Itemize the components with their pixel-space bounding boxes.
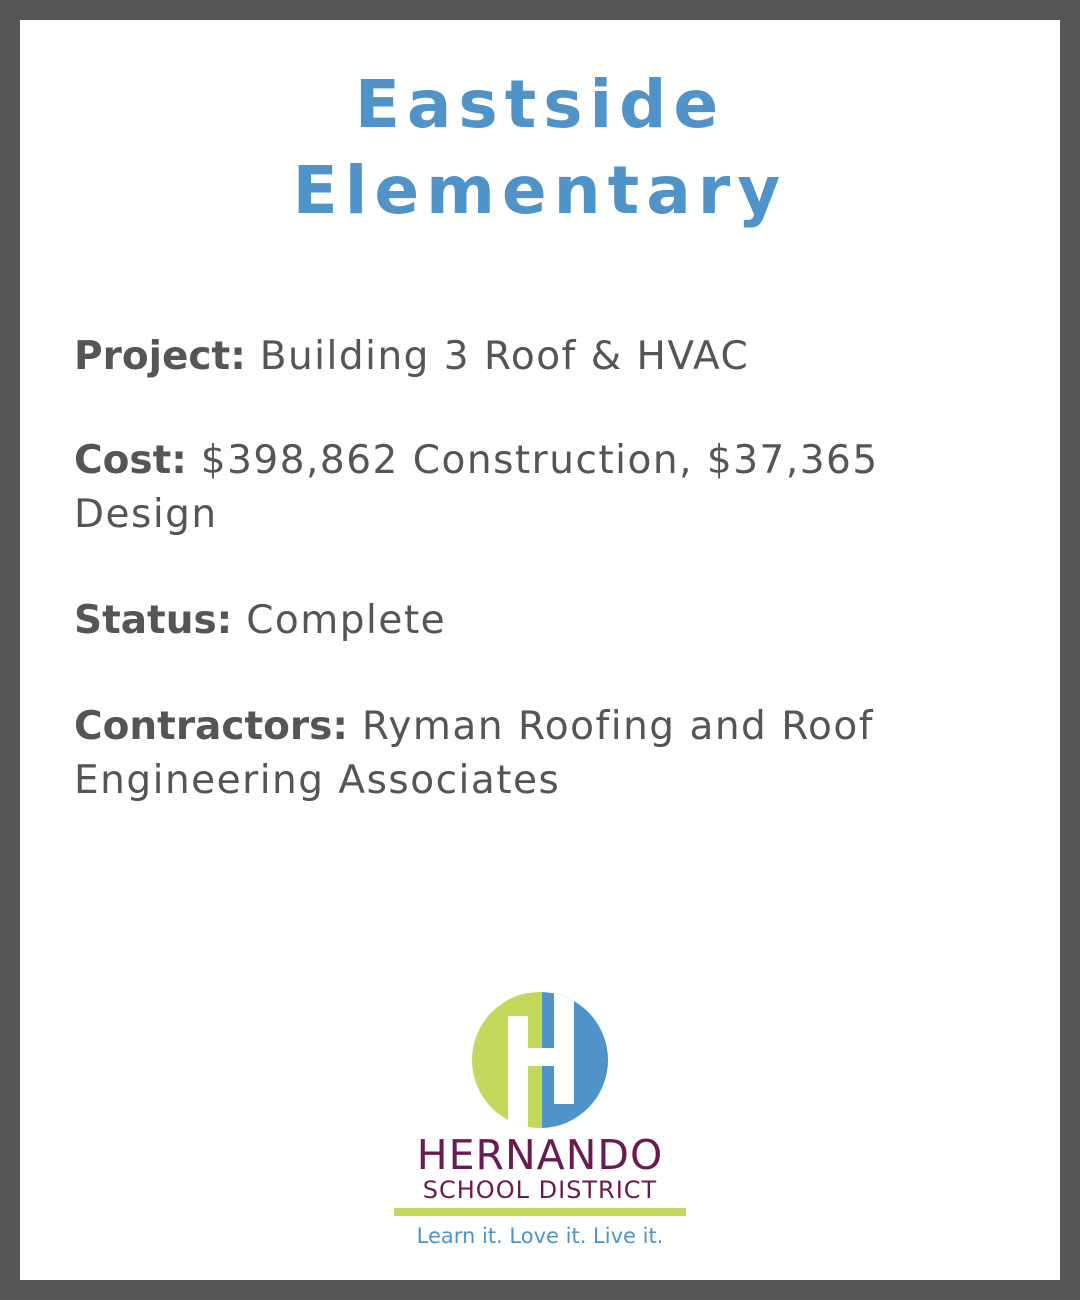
contractors-value: Ryman Roofing and Roof Engineering Associates <box>74 704 875 803</box>
cost-label: Cost: <box>74 438 187 483</box>
project-label: Project: <box>74 334 246 379</box>
contractors-label: Contractors: <box>74 704 348 749</box>
district-name: HERNANDO <box>416 1131 664 1179</box>
logo-divider <box>394 1208 686 1216</box>
district-logo <box>392 990 688 1255</box>
info-card <box>20 20 1060 1280</box>
school-title-line-1: Eastside <box>354 66 726 143</box>
school-title <box>20 62 1060 234</box>
school-title-line-2: Elementary <box>292 152 788 229</box>
project-value: Building 3 Roof & HVAC <box>259 334 750 379</box>
cost-value: $398,862 Construction, $37,365 Design <box>74 438 879 537</box>
cost-row <box>74 434 974 542</box>
contractors-row <box>74 700 934 808</box>
h-circle-logo-icon <box>472 992 608 1128</box>
status-row <box>74 594 1024 648</box>
status-value: Complete <box>246 598 447 643</box>
status-label: Status: <box>74 598 233 643</box>
district-subtitle: SCHOOL DISTRICT <box>422 1176 658 1204</box>
project-row <box>74 330 1024 384</box>
district-tagline: Learn it. Love it. Live it. <box>416 1224 664 1248</box>
